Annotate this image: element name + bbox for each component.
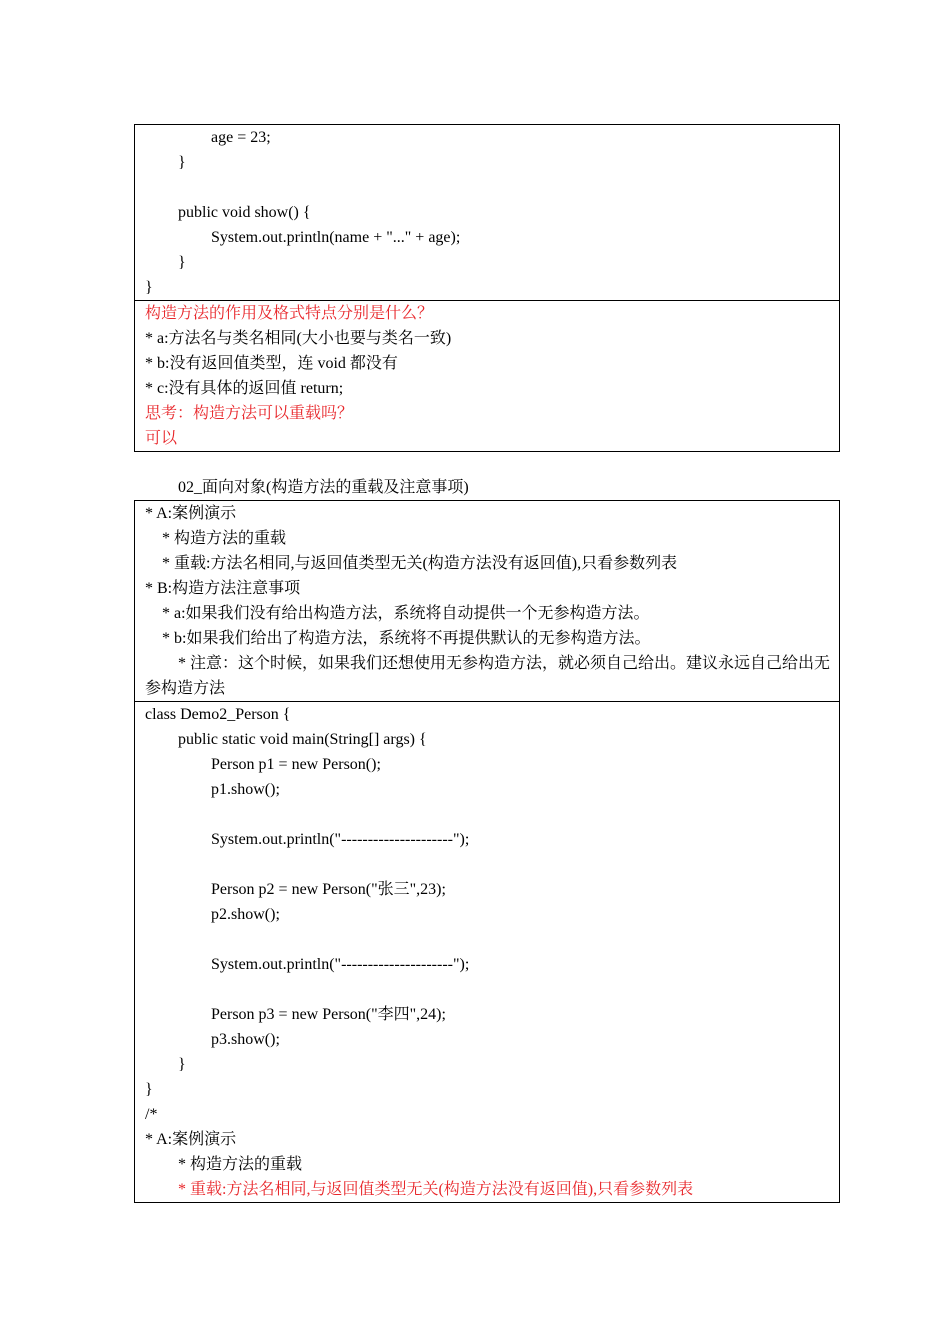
note-line: * b:没有返回值类型，连 void 都没有: [145, 355, 398, 372]
code-section-1: [135, 125, 839, 300]
code-line: * 构造方法的重载: [178, 1156, 303, 1173]
code-box-1: [134, 124, 840, 452]
note-line: * a:方法名与类名相同(大小也要与类名一致): [145, 330, 452, 347]
note-line: * 构造方法的重载: [162, 530, 287, 547]
note-line: * a:如果我们没有给出构造方法，系统将自动提供一个无参构造方法。: [162, 605, 650, 622]
code-line: Person p3 = new Person("李四",24);: [211, 1006, 446, 1023]
code-line: }: [178, 154, 186, 171]
code-line: Person p1 = new Person();: [211, 756, 381, 773]
code-blank-line: [135, 175, 839, 200]
note-line: * c:没有具体的返回值 return;: [145, 380, 344, 397]
code-section-2: [135, 701, 839, 1202]
note-line: * b:如果我们给出了构造方法，系统将不再提供默认的无参构造方法。: [162, 630, 651, 647]
notes-section-2: [135, 501, 839, 701]
code-blank-line: [135, 927, 839, 952]
code-blank-line: [135, 802, 839, 827]
code-line: }: [178, 1056, 186, 1073]
code-line: }: [178, 254, 186, 271]
code-line: age = 23;: [211, 129, 271, 146]
code-line: System.out.println(name + "..." + age);: [211, 229, 461, 246]
code-line: p3.show();: [211, 1031, 280, 1048]
code-line: p2.show();: [211, 906, 280, 923]
section-heading: 02_面向对象(构造方法的重载及注意事项): [178, 479, 469, 496]
code-line: public static void main(String[] args) {: [178, 731, 427, 748]
code-line: * A:案例演示: [145, 1131, 237, 1148]
note-line: * 注意：这个时候，如果我们还想使用无参构造方法，就必须自己给出。建议永远自己给出无: [178, 655, 831, 672]
note-line: 参构造方法: [145, 680, 226, 697]
code-line: /*: [145, 1106, 158, 1123]
code-blank-line: [135, 852, 839, 877]
code-line: class Demo2_Person {: [145, 706, 291, 723]
code-line: public void show() {: [178, 204, 311, 221]
code-line-highlight: * 重载:方法名相同,与返回值类型无关(构造方法没有返回值),只看参数列表: [178, 1181, 694, 1198]
code-line: System.out.println("---------------------");: [211, 956, 470, 973]
think-question: 思考：构造方法可以重载吗？: [145, 405, 354, 422]
question-text: 构造方法的作用及格式特点分别是什么？: [145, 305, 434, 322]
notes-section-1: [135, 300, 839, 451]
code-line: Person p2 = new Person("张三",23);: [211, 881, 446, 898]
think-answer: 可以: [145, 430, 178, 447]
note-line: * A:案例演示: [145, 505, 237, 522]
note-line: * B:构造方法注意事项: [145, 580, 301, 597]
note-line: * 重载:方法名相同,与返回值类型无关(构造方法没有返回值),只看参数列表: [162, 555, 678, 572]
code-line: }: [145, 279, 153, 296]
code-box-2: [134, 500, 840, 1203]
code-blank-line: [135, 977, 839, 1002]
code-line: p1.show();: [211, 781, 280, 798]
code-line: System.out.println("---------------------");: [211, 831, 470, 848]
code-line: }: [145, 1081, 153, 1098]
